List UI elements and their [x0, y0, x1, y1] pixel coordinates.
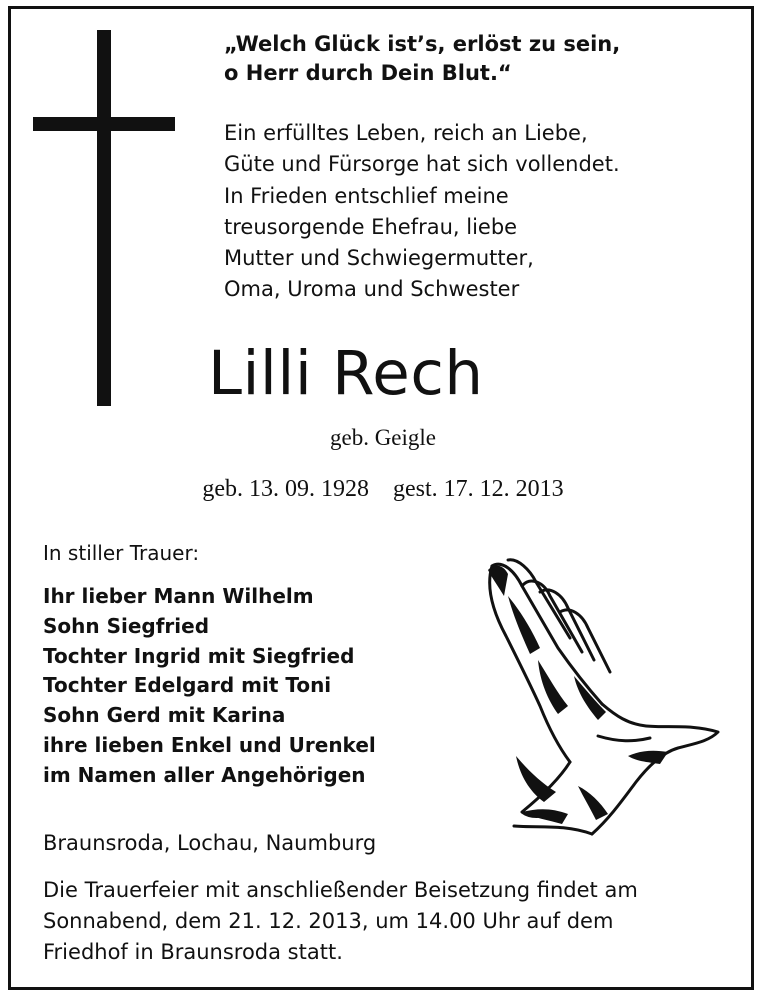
intro-line: Mutter und Schwiegermutter, — [224, 246, 534, 271]
list-item: Tochter Edelgard mit Toni — [43, 673, 332, 698]
bible-quote — [224, 30, 620, 88]
intro-text — [224, 118, 620, 306]
service-line: Die Trauerfeier mit anschließender Beisetzung findet am — [43, 878, 638, 902]
mourners-list — [43, 582, 376, 791]
maiden-name: geb. Geigle — [329, 425, 436, 450]
death-date: gest. 17. 12. 2013 — [392, 476, 564, 502]
cross-vertical-beam — [97, 30, 111, 406]
service-line: Friedhof in Braunsroda statt. — [43, 940, 343, 964]
intro-line: Oma, Uroma und Schwester — [224, 277, 520, 302]
life-dates — [0, 474, 766, 504]
funeral-service-info — [43, 875, 723, 968]
list-item: Tochter Ingrid mit Siegfried — [43, 643, 355, 668]
deceased-name: Lilli Rech — [208, 338, 484, 409]
list-item: Sohn Gerd mit Karina — [43, 703, 286, 728]
intro-line: Güte und Fürsorge hat sich vollendet. — [224, 152, 620, 177]
intro-line: Ein erfülltes Leben, reich an Liebe, — [224, 121, 588, 145]
quote-line: o Herr durch Dein Blut.“ — [224, 61, 512, 85]
list-item: ihre lieben Enkel und Urenkel — [43, 732, 376, 757]
list-item: Sohn Siegfried — [43, 613, 210, 638]
praying-hands-icon — [478, 556, 728, 836]
birth-date: geb. 13. 09. 1928 — [202, 476, 369, 502]
list-item: Ihr lieber Mann Wilhelm — [43, 584, 314, 608]
service-line: Sonnabend, dem 21. 12. 2013, um 14.00 Uhr auf dem — [43, 909, 614, 933]
cross-horizontal-beam — [33, 117, 175, 131]
intro-line: In Frieden entschlief meine — [224, 183, 509, 208]
places-line: Braunsroda, Lochau, Naumburg — [43, 831, 377, 855]
mourners-label: In stiller Trauer: — [43, 541, 200, 565]
list-item: im Namen aller Angehörigen — [43, 762, 366, 787]
quote-line: „Welch Glück ist’s, erlöst zu sein, — [224, 32, 621, 56]
intro-line: treusorgende Ehefrau, liebe — [224, 214, 518, 239]
